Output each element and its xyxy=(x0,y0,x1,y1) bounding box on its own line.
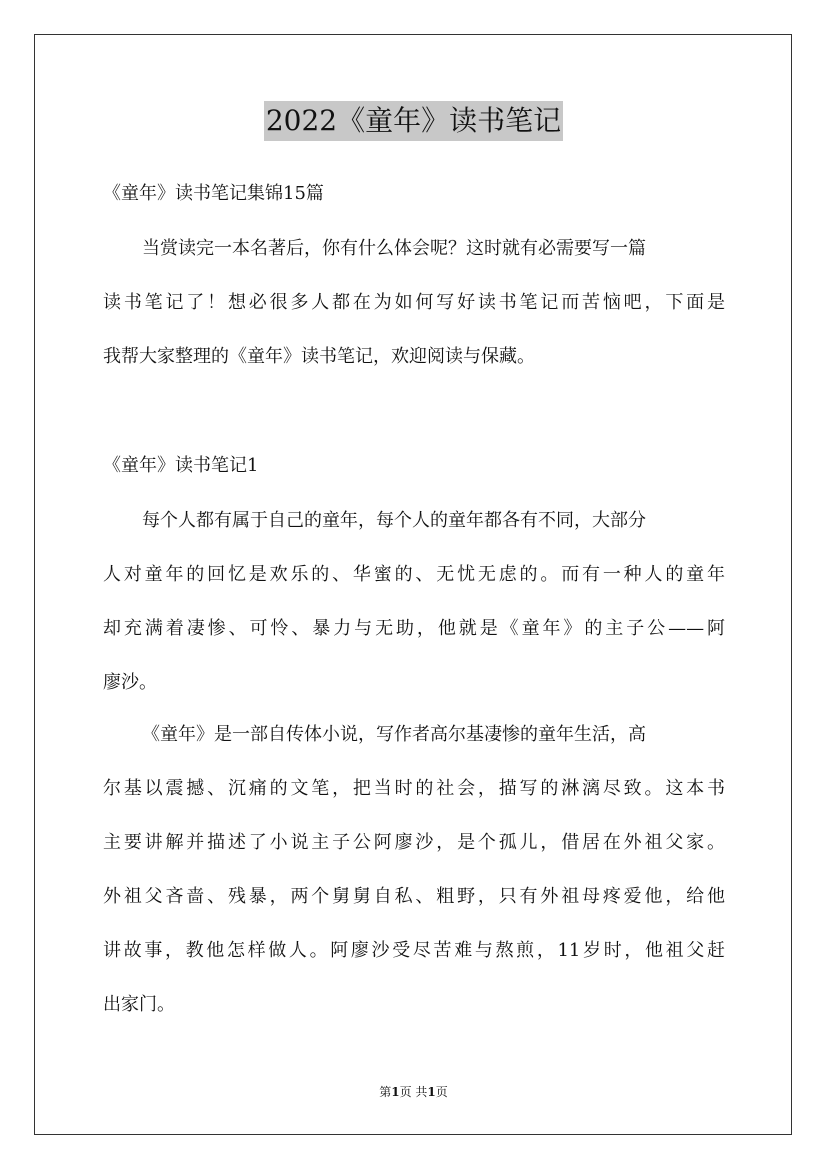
paragraph-line: 每个人都有属于自己的童年，每个人的童年都各有不同，大部分 xyxy=(142,510,646,531)
footer-page-number: 1 xyxy=(391,1085,400,1099)
footer-total-pages: 1 xyxy=(427,1085,436,1099)
intro-line-2: 读书笔记了！想必很多人都在为如何写好读书笔记而苦恼吧，下面是 xyxy=(103,292,725,313)
footer-total-suffix: 页 xyxy=(435,1085,448,1099)
section-heading: 《童年》读书笔记1 xyxy=(103,455,259,476)
paragraph-line: 主要讲解并描述了小说主子公阿廖沙，是个孤儿，借居在外祖父家。 xyxy=(103,832,725,853)
paragraph-line: 出家门。 xyxy=(103,994,175,1015)
document-title: 2022《童年》读书笔记 xyxy=(264,101,563,141)
paragraph-line: 讲故事，教他怎样做人。阿廖沙受尽苦难与熬煎，11岁时，他祖父赶 xyxy=(103,940,725,961)
paragraph-line: 外祖父吝啬、残暴，两个舅舅自私、粗野，只有外祖母疼爱他，给他 xyxy=(103,886,725,907)
page-footer xyxy=(0,1084,827,1100)
intro-line-3: 我帮大家整理的《童年》读书笔记，欢迎阅读与保藏。 xyxy=(103,346,535,367)
subtitle: 《童年》读书笔记集锦15篇 xyxy=(103,183,324,204)
paragraph-line: 人对童年的回忆是欢乐的、华蜜的、无忧无虑的。而有一种人的童年 xyxy=(103,564,725,585)
paragraph-line: 《童年》是一部自传体小说，写作者高尔基凄惨的童年生活，高 xyxy=(142,724,646,745)
intro-line-1: 当赏读完一本名著后，你有什么体会呢？这时就有必需要写一篇 xyxy=(142,238,646,259)
footer-page-prefix: 第 xyxy=(379,1085,392,1099)
paragraph-line: 却充满着凄惨、可怜、暴力与无助，他就是《童年》的主子公——阿 xyxy=(103,618,725,639)
footer-page-suffix: 页 共 xyxy=(399,1085,428,1099)
title-container xyxy=(0,101,827,141)
paragraph-line: 尔基以震撼、沉痛的文笔，把当时的社会，描写的淋漓尽致。这本书 xyxy=(103,778,725,799)
paragraph-line: 廖沙。 xyxy=(103,672,157,693)
